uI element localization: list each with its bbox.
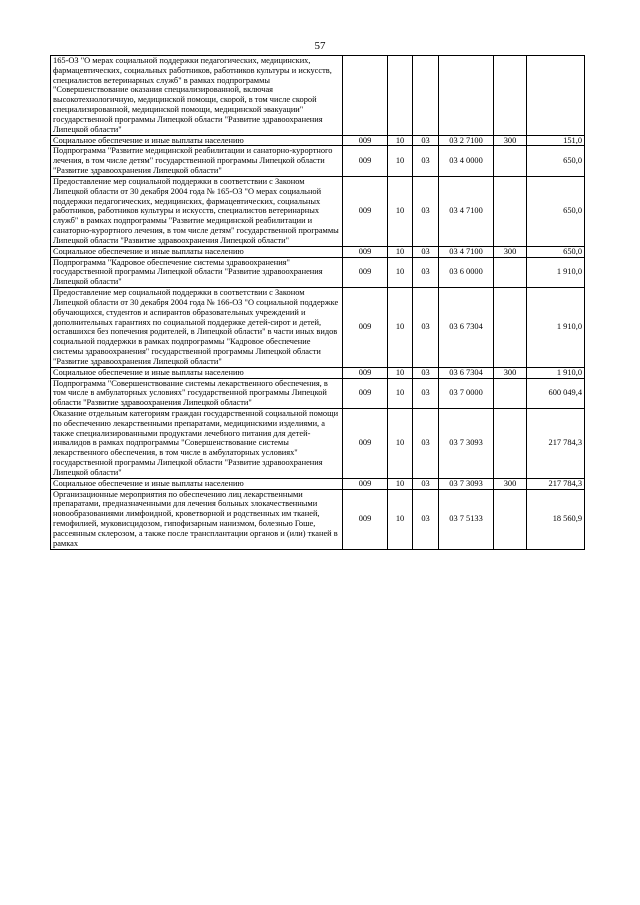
row-csr: 03 6 7304 [439, 288, 494, 368]
row-grbs: 009 [343, 135, 388, 146]
row-pr: 03 [413, 489, 439, 549]
table-row [51, 489, 585, 549]
row-grbs: 009 [343, 176, 388, 246]
row-grbs: 009 [343, 257, 388, 287]
row-csr: 03 6 7304 [439, 367, 494, 378]
table-row [51, 56, 585, 136]
row-sum: 650,0 [527, 146, 585, 176]
row-rz: 10 [388, 478, 413, 489]
row-vr [494, 56, 527, 136]
row-vr [494, 146, 527, 176]
row-csr: 03 7 3093 [439, 478, 494, 489]
row-vr: 300 [494, 478, 527, 489]
table-row [51, 367, 585, 378]
row-sum: 1 910,0 [527, 367, 585, 378]
row-sum: 1 910,0 [527, 257, 585, 287]
row-sum: 217 784,3 [527, 478, 585, 489]
row-pr: 03 [413, 288, 439, 368]
row-vr: 300 [494, 246, 527, 257]
row-rz: 10 [388, 367, 413, 378]
row-rz: 10 [388, 135, 413, 146]
table-row [51, 246, 585, 257]
row-sum: 217 784,3 [527, 408, 585, 478]
row-sum [527, 56, 585, 136]
table-row [51, 288, 585, 368]
row-vr [494, 408, 527, 478]
row-sum: 1 910,0 [527, 288, 585, 368]
row-name: Социальное обеспечение и иные выплаты населению [51, 246, 343, 257]
row-pr: 03 [413, 257, 439, 287]
row-vr [494, 378, 527, 408]
row-name: Социальное обеспечение и иные выплаты населению [51, 135, 343, 146]
row-name: Социальное обеспечение и иные выплаты населению [51, 478, 343, 489]
row-sum: 650,0 [527, 176, 585, 246]
row-rz: 10 [388, 489, 413, 549]
row-vr [494, 288, 527, 368]
row-vr [494, 257, 527, 287]
row-name: Организационные мероприятия по обеспечению лиц лекарственными препаратами, предназначенными для лечения больных злокачественными новообразованиями лимфоидной, кроветворной и родственных им тканей, гемофилией, муковисцидозом, гипофизарным нанизмом, болезнью Гоше, рассеянным склерозом, а также после трансплантации органов и (или) тканей в рамках [51, 489, 343, 549]
row-sum: 151,0 [527, 135, 585, 146]
row-vr [494, 176, 527, 246]
row-csr: 03 7 0000 [439, 378, 494, 408]
row-pr: 03 [413, 135, 439, 146]
row-grbs: 009 [343, 378, 388, 408]
table-row [51, 135, 585, 146]
row-sum: 600 049,4 [527, 378, 585, 408]
row-vr: 300 [494, 135, 527, 146]
row-rz [388, 56, 413, 136]
row-pr [413, 56, 439, 136]
row-pr: 03 [413, 146, 439, 176]
row-pr: 03 [413, 367, 439, 378]
row-name: Оказание отдельным категориям граждан государственной социальной помощи по обеспечению лекарственными препаратами, медицинскими изделиями, а также специализированными продуктами лечебного питания для детей-инвалидов в рамках подпрограммы "Совершенствование системы лекарственного обеспечения, в том числе в амбулаторных условиях" государственной программы Липецкой области "Развитие здравоохранения Липецкой области" [51, 408, 343, 478]
row-sum: 18 560,9 [527, 489, 585, 549]
row-csr: 03 7 3093 [439, 408, 494, 478]
row-rz: 10 [388, 288, 413, 368]
row-rz: 10 [388, 408, 413, 478]
row-grbs: 009 [343, 489, 388, 549]
row-grbs: 009 [343, 288, 388, 368]
table-row [51, 408, 585, 478]
table-row [51, 146, 585, 176]
row-name: Подпрограмма "Развитие медицинской реабилитации и санаторно-курортного лечения, в том числе детям" государственной программы Липецкой области "Развитие здравоохранения Липецкой области" [51, 146, 343, 176]
row-grbs: 009 [343, 246, 388, 257]
row-name: Социальное обеспечение и иные выплаты населению [51, 367, 343, 378]
row-rz: 10 [388, 176, 413, 246]
row-grbs: 009 [343, 408, 388, 478]
table-row [51, 378, 585, 408]
row-grbs [343, 56, 388, 136]
row-rz: 10 [388, 257, 413, 287]
row-csr: 03 4 7100 [439, 176, 494, 246]
row-pr: 03 [413, 378, 439, 408]
row-csr: 03 7 5133 [439, 489, 494, 549]
row-pr: 03 [413, 246, 439, 257]
row-grbs: 009 [343, 478, 388, 489]
row-rz: 10 [388, 378, 413, 408]
row-csr: 03 4 7100 [439, 246, 494, 257]
row-name: Подпрограмма "Кадровое обеспечение системы здравоохранения" государственной программы Липецкой области "Развитие здравоохранения Липецкой области" [51, 257, 343, 287]
row-name: 165-ОЗ "О мерах социальной поддержки педагогических, медицинских, фармацевтических, социальных работников, работников культуры и искусств, специалистов ветеринарных служб" в рамках подпрограммы "Совершенствование оказания специализированной, включая высокотехнологичную, медицинской помощи, скорой, в том числе скорой специализированной, медицинской помощи, медицинской эвакуации" государственной программы Липецкой области "Развитие здравоохранения Липецкой области" [51, 56, 343, 136]
row-vr: 300 [494, 367, 527, 378]
row-rz: 10 [388, 146, 413, 176]
row-name: Подпрограмма "Совершенствование системы лекарственного обеспечения, в том числе в амбулаторных условиях" государственной программы Липецкой области "Развитие здравоохранения Липецкой области" [51, 378, 343, 408]
row-csr: 03 4 0000 [439, 146, 494, 176]
row-grbs: 009 [343, 367, 388, 378]
row-sum: 650,0 [527, 246, 585, 257]
table-row [51, 478, 585, 489]
page-number: 57 [314, 40, 326, 52]
row-csr [439, 56, 494, 136]
row-name: Предоставление мер социальной поддержки в соответствии с Законом Липецкой области от 30 декабря 2004 года № 165-ОЗ "О мерах социальной поддержки педагогических, медицинских, фармацевтических, социальных работников, работников культуры и искусств, специалистов ветеринарных служб" в рамках подпрограммы "Развитие медицинской реабилитации и санаторно-курортного лечения, в том числе детям" государственной программы Липецкой области "Развитие здравоохранения Липецкой области" [51, 176, 343, 246]
row-rz: 10 [388, 246, 413, 257]
row-pr: 03 [413, 176, 439, 246]
row-csr: 03 2 7100 [439, 135, 494, 146]
row-csr: 03 6 0000 [439, 257, 494, 287]
row-vr [494, 489, 527, 549]
budget-table [50, 55, 585, 550]
row-pr: 03 [413, 408, 439, 478]
row-pr: 03 [413, 478, 439, 489]
row-grbs: 009 [343, 146, 388, 176]
table-row [51, 176, 585, 246]
table-row [51, 257, 585, 287]
row-name: Предоставление мер социальной поддержки в соответствии с Законом Липецкой области от 30 декабря 2004 года № 166-ОЗ "О социальной поддержке обучающихся, студентов и аспирантов образовательных учреждений и дополнительных гарантиях по социальной поддержке детей-сирот и детей, оставшихся без попечения родителей, в Липецкой области" в части иных видов социальной поддержки в рамках подпрограммы "Кадровое обеспечение системы здравоохранения" государственной программы Липецкой области "Развитие здравоохранения Липецкой области" [51, 288, 343, 368]
